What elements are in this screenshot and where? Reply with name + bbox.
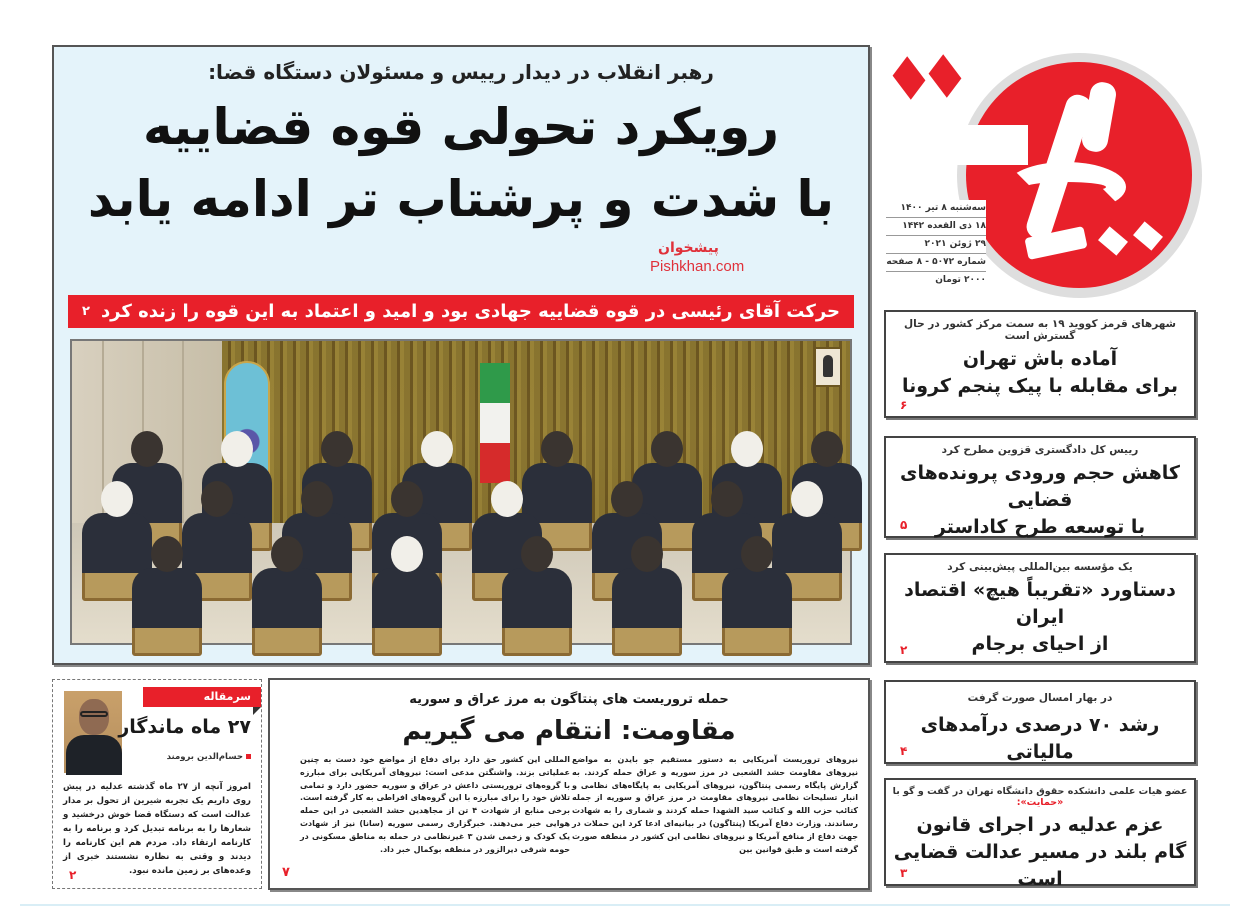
photo-head [301,481,333,517]
editorial-page: ۲ [69,868,77,882]
editorial-author: حسام‌الدین برومند [167,752,251,762]
logo-band [888,125,1028,165]
photo-head [731,431,763,467]
lead-subhead-bar[interactable] [68,295,854,328]
center-story-kicker: حمله تروریست های پنتاگون به مرز عراق و سوریه [409,692,729,707]
lead-page-number: ۲ [82,304,90,319]
photo-portrait [814,347,842,387]
side-story-title-line: برای مقابله با پیک پنجم کرونا [902,375,1178,397]
photo-person [372,568,442,628]
center-story-title: مقاومت: انتقام می گیریم [402,716,736,746]
photo-person [182,513,252,573]
side-story-title [886,346,1194,400]
photo-head [791,481,823,517]
side-story-kicker: رییس کل دادگستری قزوین مطرح کرد [941,444,1139,456]
photo-head [651,431,683,467]
issue-number: شماره ۵۰۷۲ - ۸ صفحه [886,254,986,272]
side-story-title [886,812,1194,893]
photo-head [611,481,643,517]
watermark-fa: پیشخوان [658,240,719,256]
bottom-rule [20,904,1230,906]
issue-price: ۲۰۰۰ تومان [935,275,986,285]
side-story-kicker: شهرهای قرمز کووید ۱۹ به سمت مرکز کشور در حال گسترش است [904,318,1176,342]
lead-headline[interactable] [70,91,852,235]
side-story-page: ۵ [900,518,908,532]
pishkhan-watermark [644,237,774,275]
side-story-kicker: یک مؤسسه بین‌المللی پیش‌بینی کرد [947,561,1133,573]
photo-head [271,536,303,572]
lead-headline-line1: رویکرد تحولی قوه قضاییه [142,98,780,156]
editorial-body: امروز آنچه از ۲۷ ماه گذشته عدلیه در پیش روی داریم یک تجربه شیرین از تحول بر مدار عدالت است که دستگاه قضا خوش درخشید و شعارها را به برنامه تبدیل کرد و برنامه را به کارنامه ارتقاء داد. مردم هم این کارنامه را دیدند و وقتی به نظاره نشستند خبری از وعده‌های بر زمین مانده نبود. [63,782,252,876]
photo-person [252,568,322,628]
photo-person [722,568,792,628]
masthead [880,45,1210,300]
photo-person [82,513,152,573]
photo-head [221,431,253,467]
center-story[interactable] [268,678,870,890]
center-story-page: ۷ [282,865,290,880]
photo-head [541,431,573,467]
photo-head [421,431,453,467]
photo-flag [480,363,510,483]
photo-person [502,568,572,628]
photo-head [101,481,133,517]
center-story-column-right: نیروهای تروریست آمریکایی به دستور مستقیم جو بایدن به مواضع نیروهای مقاومت حشد الشعبی در مرز سوریه و عراق حمله کردند. به گزارش پایگاه رسمی پنتاگون، نیروهای آمریکایی به پایگاه‌های نظامی و انبار تسلیحات نظامی نیروهای مقاومت در مرز عراق و سوریه از جمله کتائب حزب الله و کتائب سید الشهدا حمله کردند و شماری را به شهادت رساندند. وزارت دفاع آمریکا (پنتاگون) در بیانیه‌ای ادعا کرد این حملات در جهت دفاع از منافع آمریکا و نیروهای نظامی این کشور در منطقه صورت گرفته است و طبق قوانین بین [572,755,858,854]
side-story-title-line: کاهش حجم ورودی پرونده‌های قضایی [900,462,1180,511]
side-story-kicker-highlight: «حمایت»: [1016,797,1064,808]
photo-head [631,536,663,572]
issue-date-solar: سه‌شنبه ۸ تیر ۱۴۰۰ [886,200,986,218]
issue-date-lunar: ۱۸ ذی القعده ۱۴۴۲ [886,218,986,236]
photo-head [391,481,423,517]
center-story-column-left: المللی این کشور حق دارد برای دفاع از مواضع خود دست به چنین عملیاتی بزند. واشنگتن مدعی است: نیروهای آمریکایی برای مبارزه با گروه‌های تروریستی داعش در عراق و سوریه حضور دارد و تمامی تلاش خود را برای مبارزه با این گروه‌های افراطی به کار گرفته است. برخی منابع از شهادت ۴ تن از مجاهدین حشد الشعبی در این حمله هوایی خبر می‌دهند. خبرگزاری رسمی سوریه (سانا) نیز از شهادت یک کودک و زخمی شدن ۳ غیرنظامی در حمله به مناطق مسکونی در حومه شرقی دیرالزور در منطقه بوکمال خبر داد. [300,755,571,854]
side-story-page: ۴ [900,744,908,758]
side-story-page: ۶ [900,398,908,412]
photo-person [522,463,592,523]
photo-head [201,481,233,517]
side-story[interactable] [884,310,1196,418]
lead-kicker: رهبر انقلاب در دیدار رییس و مسئولان دستگاه قضا: [208,60,714,84]
photo-head [391,536,423,572]
photo-head [131,431,163,467]
photo-head [521,536,553,572]
watermark-en: Pishkhan.com [650,258,745,275]
side-story-title-line: دستاورد «تقریباً هیچ» اقتصاد ایران [904,579,1176,628]
side-story-kicker: در بهار امسال صورت گرفت [967,692,1113,704]
side-story-title [886,712,1194,766]
lead-subhead: حرکت آقای رئیسی در قوه قضاییه جهادی بود و امید و اعتماد به این قوه را زنده کرد [100,301,840,322]
side-story-title-line: از احیای برجام [971,633,1109,655]
editorial-label: سرمقاله [143,687,261,707]
photo-person [132,568,202,628]
side-story-title [886,460,1194,541]
lead-headline-line2: با شدت و پرشتاب تر ادامه یابد [87,170,835,228]
side-story-title-line: با توسعه طرح کاداستر [934,516,1146,538]
side-story[interactable] [884,680,1196,764]
photo-head [811,431,843,467]
photo-head [711,481,743,517]
newspaper-logo[interactable] [966,62,1192,288]
side-story[interactable] [884,553,1196,663]
issue-info [886,200,986,289]
photo-person [612,568,682,628]
photo-head [321,431,353,467]
side-story-title-line: رشد ۷۰ درصدی درآمدهای مالیاتی [920,714,1160,763]
editorial[interactable] [52,679,262,889]
side-story[interactable] [884,436,1196,538]
side-story-title [886,577,1194,658]
side-story-kicker [886,786,1194,808]
side-story-title-line: عزم عدلیه در اجرای قانون [916,814,1164,836]
side-story-page: ۲ [900,643,908,657]
editorial-title: ۲۷ ماه ماندگار [118,716,251,738]
lead-photo[interactable] [70,339,852,645]
issue-date-gregorian: ۲۹ ژوئن ۲۰۲۱ [886,236,986,254]
logo-dots [890,60,962,92]
logo-calligraphy [966,62,1192,288]
side-story-page: ۳ [900,866,908,880]
side-story-title-line: گام بلند در مسیر عدالت قضایی است [893,841,1187,890]
side-story[interactable] [884,778,1196,890]
side-story-title-line: آماده باش تهران [962,348,1118,370]
author-photo [64,691,122,773]
photo-head [491,481,523,517]
photo-person [772,513,842,573]
photo-head [741,536,773,572]
editorial-label-fold [253,707,261,715]
lead-story [52,45,870,665]
photo-head [151,536,183,572]
side-story-kicker-text: عضو هیات علمی دانشکده حقوق دانشگاه تهران در گفت و گو با [892,786,1188,797]
